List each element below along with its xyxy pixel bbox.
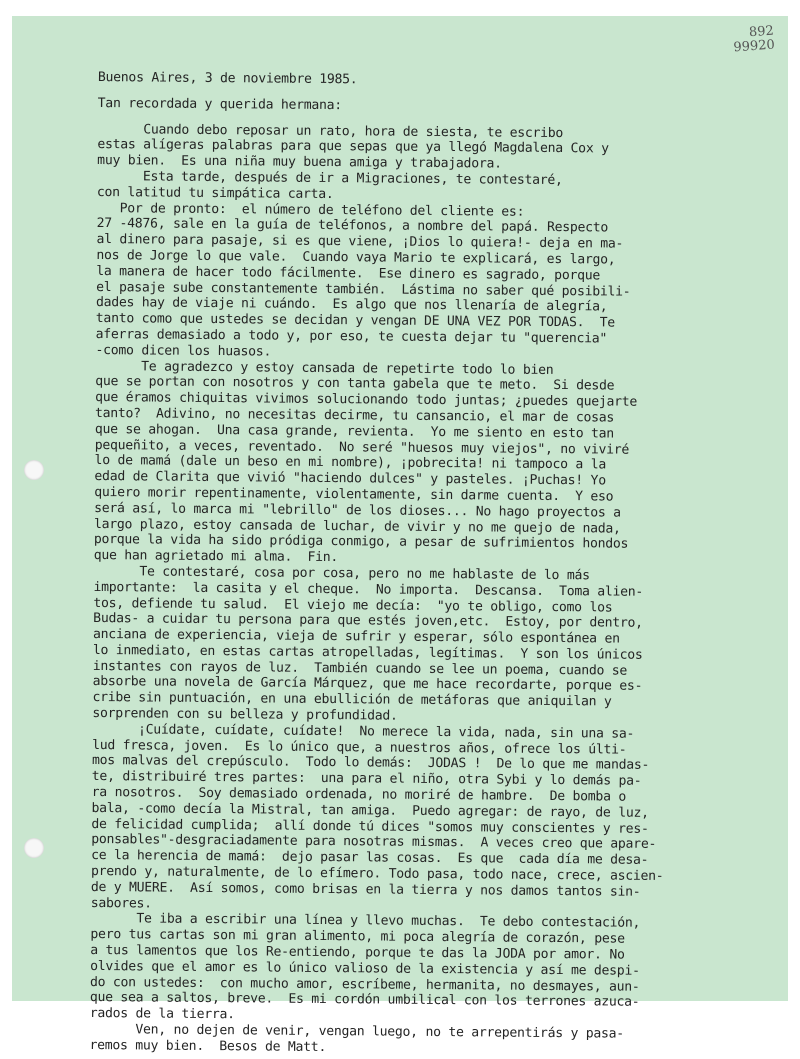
letter-line: que sea a saltos, breve. Es mi cordón umbilical con los terrones azuca- xyxy=(89,990,640,1011)
letter-line: quiero morir repentinamente, violentamente, sin darme cuenta. Y eso xyxy=(94,484,614,505)
letter-line: mos malvas del crepúsculo. Todo lo demás: JODAS ! De lo que me mandas- xyxy=(91,753,650,774)
letter-line: será así, lo marca mi "lebrillo" de los dioses... No hago proyectos a xyxy=(94,500,621,521)
letter-line: a tus lamentos que los Re-entiendo, porque te das la JODA por amor. No xyxy=(90,942,625,963)
letter-line: instantes con rayos de luz. También cuando se lee un poema, cuando se xyxy=(92,658,628,679)
letter-line: de felicidad cumplida; allí donde tú dices "somos muy conscientes y res- xyxy=(91,816,649,837)
letter-line: que han agrietado mi alma. Fin. xyxy=(93,548,339,566)
reference-number-line: 892 xyxy=(748,23,774,41)
letter-line: Te iba a escribir una línea y llevo muchas. Te debo contestación, xyxy=(90,911,641,932)
letter-line: sorprenden con su belleza y profundidad. xyxy=(92,706,398,724)
letter-line: tos, defiende tu salud. El viejo me decía: "yo te obligo, como los xyxy=(93,595,613,616)
letter-body xyxy=(89,70,774,1059)
letter-line: ¡Cuídate, cuídate, cuídate! No merece la vida, nada, sin una sa- xyxy=(92,721,635,742)
letter-line: cribe sin puntuación, en una ebullición de metáforas que aniquilan y xyxy=(92,690,612,710)
letter-line: remos muy bien. Besos de Matt. xyxy=(89,1037,327,1055)
letter-line: Ven, no dejen de venir, vengan luego, no te arrepentirás y pasa- xyxy=(89,1021,625,1042)
letter-line: muy bien. Es una niña muy buena amiga y trabajadora. xyxy=(97,153,502,172)
letter-line: do con ustedes: con mucho amor, escríbeme, hermanita, no desmayes, aun- xyxy=(89,974,640,995)
letter-line: ponsables"-desgraciadamente para nosotras mismas. A veces creo que apare- xyxy=(91,832,657,853)
letter-line: lo de mamá (dale un beso en mi nombre), ¡pobrecita! ni tampoco a la xyxy=(94,453,607,473)
letter-line: al dinero para pasaje, si es que viene, ¡Dios lo quiera!- deja en ma- xyxy=(96,232,624,252)
letter-line: ce la herencia de mamá: dejo pasar las cosas. Es que cada día me desa- xyxy=(91,848,649,869)
letter-line: importante: la casita y el cheque. No importa. Descansa. Toma alien- xyxy=(93,579,644,600)
letter-line: de y MUERE. Así somos, como brisas en la tierra y nos damos tantos sin- xyxy=(90,879,641,900)
letter-line: pero tus cartas son mi gran alimento, mi poca alegría de corazón, pese xyxy=(90,927,625,947)
letter-line: lud fresca, joven. Es lo único que, a nuestros años, ofrece los últi- xyxy=(92,737,627,758)
letter-page xyxy=(12,16,788,1055)
letter-line: el pasaje sube constantemente también. Lástima no saber qué posibili- xyxy=(96,279,631,300)
letter-line: con latitud tu simpática carta. xyxy=(96,184,334,202)
letter-text xyxy=(89,122,773,1059)
letter-line: que éramos chiquitas vivimos solucionando todo juntas; ¿puedes quejarte xyxy=(95,390,638,410)
letter-line: rados de la tierra. xyxy=(89,1006,235,1023)
letter-salutation: Tan recordada y querida hermana: xyxy=(97,95,343,113)
letter-line: porque la vida ha sido pródiga conmigo, a pesar de sufrimientos hondos xyxy=(93,532,629,552)
letter-line: aferras demasiado a todo y, por eso, te cuesta dejar tu "querencia" xyxy=(95,326,608,347)
letter-line: absorbe una novela de García Márquez, que me hace recordarte, porque es- xyxy=(92,674,643,695)
letter-line: ra nosotros. Soy demasiado ordenada, no moriré de hambre. De bomba o xyxy=(91,785,627,805)
letter-line: edad de Clarita que vivió "haciendo dulces" y pasteles. ¡Puchas! Yo xyxy=(94,469,606,489)
letter-line: la manera de hacer todo fácilmente. Ese dinero es sagrado, porque xyxy=(96,263,601,284)
letter-line: que se ahogan. Una casa grande, revienta. Yo me siento en esto tan xyxy=(94,421,614,442)
letter-line: -como dicen los huasos. xyxy=(95,342,272,360)
punch-hole xyxy=(24,460,44,480)
letter-line: Por de pronto: el número de teléfono del cliente es: xyxy=(96,200,525,220)
letter-line: tanto como que ustedes se decidan y vengan DE UNA VEZ POR TODAS. Te xyxy=(95,311,615,331)
letter-line: que se portan con nosotros y con tanta gabela que te meto. Si desde xyxy=(95,374,615,394)
letter-line: Cuando debo reposar un rato, hora de siesta, te escribo xyxy=(97,121,564,141)
letter-line: dades hay de viaje ni cuándo. Es algo que nos llenaría de alegría, xyxy=(95,295,608,315)
letter-line: olvides que el amor es lo único valioso de la existencia y así me despi- xyxy=(90,958,640,979)
letter-line: 27 -4876, sale en la guía de teléfonos, a nombre del papá. Respecto xyxy=(96,216,609,236)
punch-hole xyxy=(24,838,44,858)
reference-number-line: 99920 xyxy=(732,37,775,56)
archive-reference-number xyxy=(732,25,775,56)
letter-line: sabores. xyxy=(90,895,152,912)
letter-line: Te contestaré, cosa por cosa, pero no me hablaste de lo más xyxy=(93,563,590,584)
letter-line: lo inmediato, en estas cartas atropelladas, legítimas. Y son los únicos xyxy=(92,642,643,663)
letter-place-date: Buenos Aires, 3 de noviembre 1985. xyxy=(97,70,358,88)
letter-line: Esta tarde, después de ir a Migraciones, te contestaré, xyxy=(97,168,563,189)
letter-line: pequeñito, a veces, reventado. No seré "huesos muy viejos", no viviré xyxy=(94,437,630,458)
letter-line: bala, -como decía la Mistral, tan amiga. Puedo agregar: de rayo, de luz, xyxy=(91,800,649,821)
letter-line: prendo y, naturalmente, de lo efímero. Todo pasa, todo nace, crece, ascien- xyxy=(90,864,664,885)
letter-line: largo plazo, estoy cansada de luchar, de vivir y no me quejo de nada, xyxy=(93,516,621,537)
letter-line: Te agradezco y estoy cansada de repetirte todo lo bien xyxy=(95,358,554,378)
letter-line: anciana de experiencia, vieja de sufrir y esperar, sólo espontánea en xyxy=(93,627,620,647)
letter-line: estas alígeras palabras para que sepas que ya llegó Magdalena Cox y xyxy=(97,137,609,157)
letter-line: nos de Jorge lo que vale. Cuando vaya Mario te explicará, es largo, xyxy=(96,247,616,268)
letter-line: tanto? Adivino, no necesitas decirme, tu cansancio, el mar de cosas xyxy=(94,405,615,426)
letter-line: te, distribuiré tres partes: una para el niño, otra Sybi y lo demás pa- xyxy=(91,769,642,790)
letter-line: Budas- a cuidar tu persona para que estés joven,etc. Estoy, por dentro, xyxy=(93,611,643,632)
